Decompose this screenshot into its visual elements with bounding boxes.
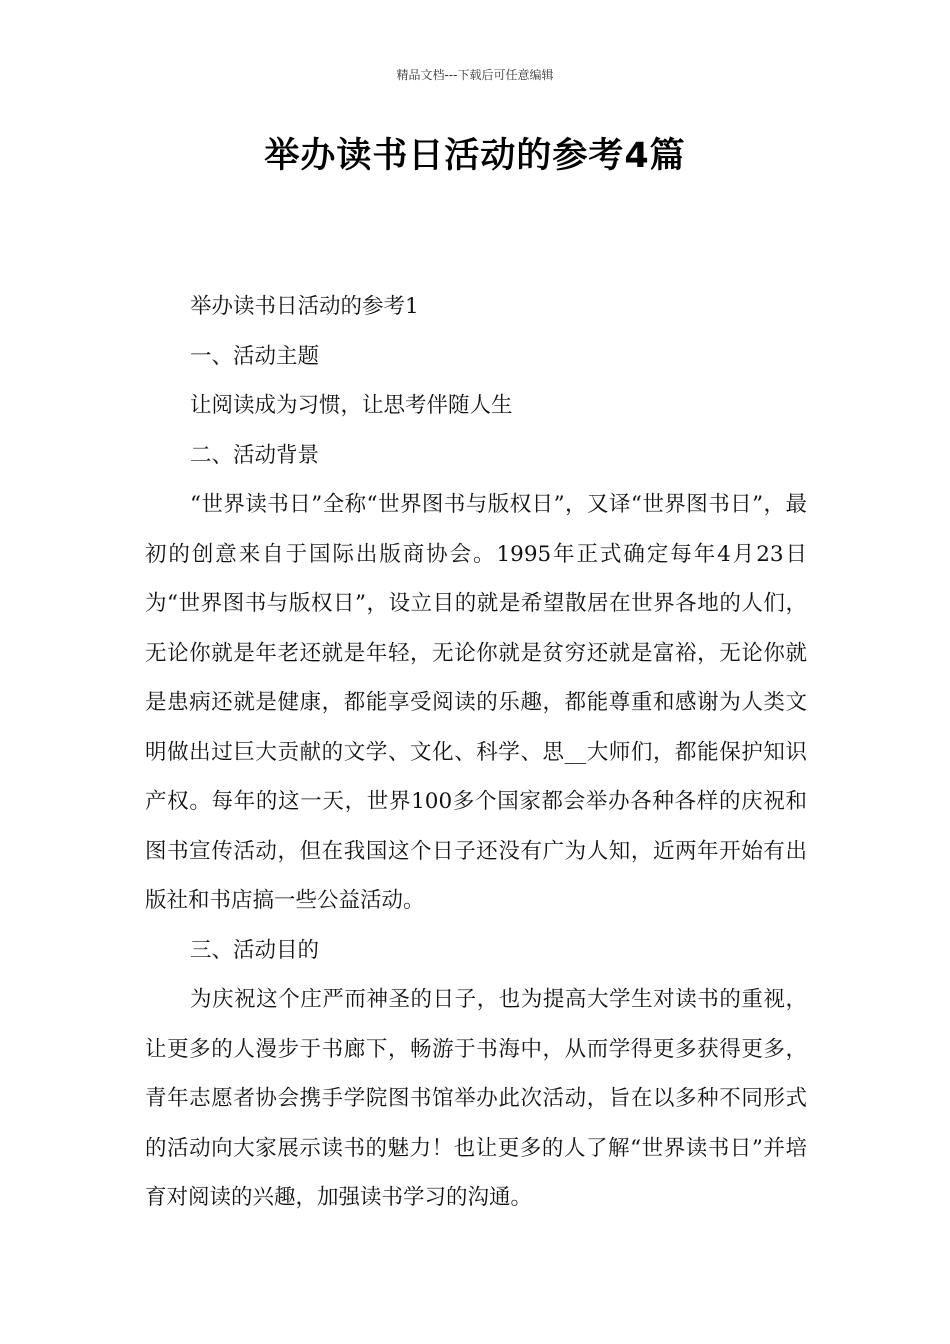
subheading-purpose: 三、活动目的 [190, 937, 320, 963]
document-body [145, 282, 807, 1223]
document-title: 举办读书日活动的参考4篇 [264, 136, 686, 176]
subheading-theme: 一、活动主题 [190, 343, 320, 369]
section-heading: 举办读书日活动的参考1 [190, 294, 419, 319]
paragraph: “世界读书日”全称“世界图书与版权日”，又译“世界图书日”，最初的创意来自于国际出版商协会。1995年正式确定每年4月23日为“世界图书与版权日”，设立目的就是希望散居在世界各地的人们，无论你就是年老还就是年轻，无论你就是贫穷还就是富裕，无论你就是患病还就是健康，都能享受阅读的乐趣，都能尊重和感谢为人类文明做出过巨大贡献的文学、文化、科学、思__大师们，都能保护知识产权。每年的这一天，世界100多个国家都会举办各种各样的庆祝和图书宣传活动，但在我国这个日子还没有广为人知，近两年开始有出版社和书店搞一些公益活动。 [145, 492, 807, 913]
subheading-background: 二、活动背景 [190, 442, 320, 468]
paragraph: 为庆祝这个庄严而神圣的日子，也为提高大学生对读书的重视，让更多的人漫步于书廊下，畅游于书海中，从而学得更多获得更多，青年志愿者协会携手学院图书馆举办此次活动，旨在以多种不同形式的活动向大家展示读书的魅力！也让更多的人了解“世界读书日”并培育对阅读的兴趣，加强读书学习的沟通。 [145, 987, 807, 1210]
paragraph: 让阅读成为习惯，让思考伴随人生 [190, 393, 513, 418]
header-note: 精品文档---下载后可任意编辑 [396, 68, 554, 82]
